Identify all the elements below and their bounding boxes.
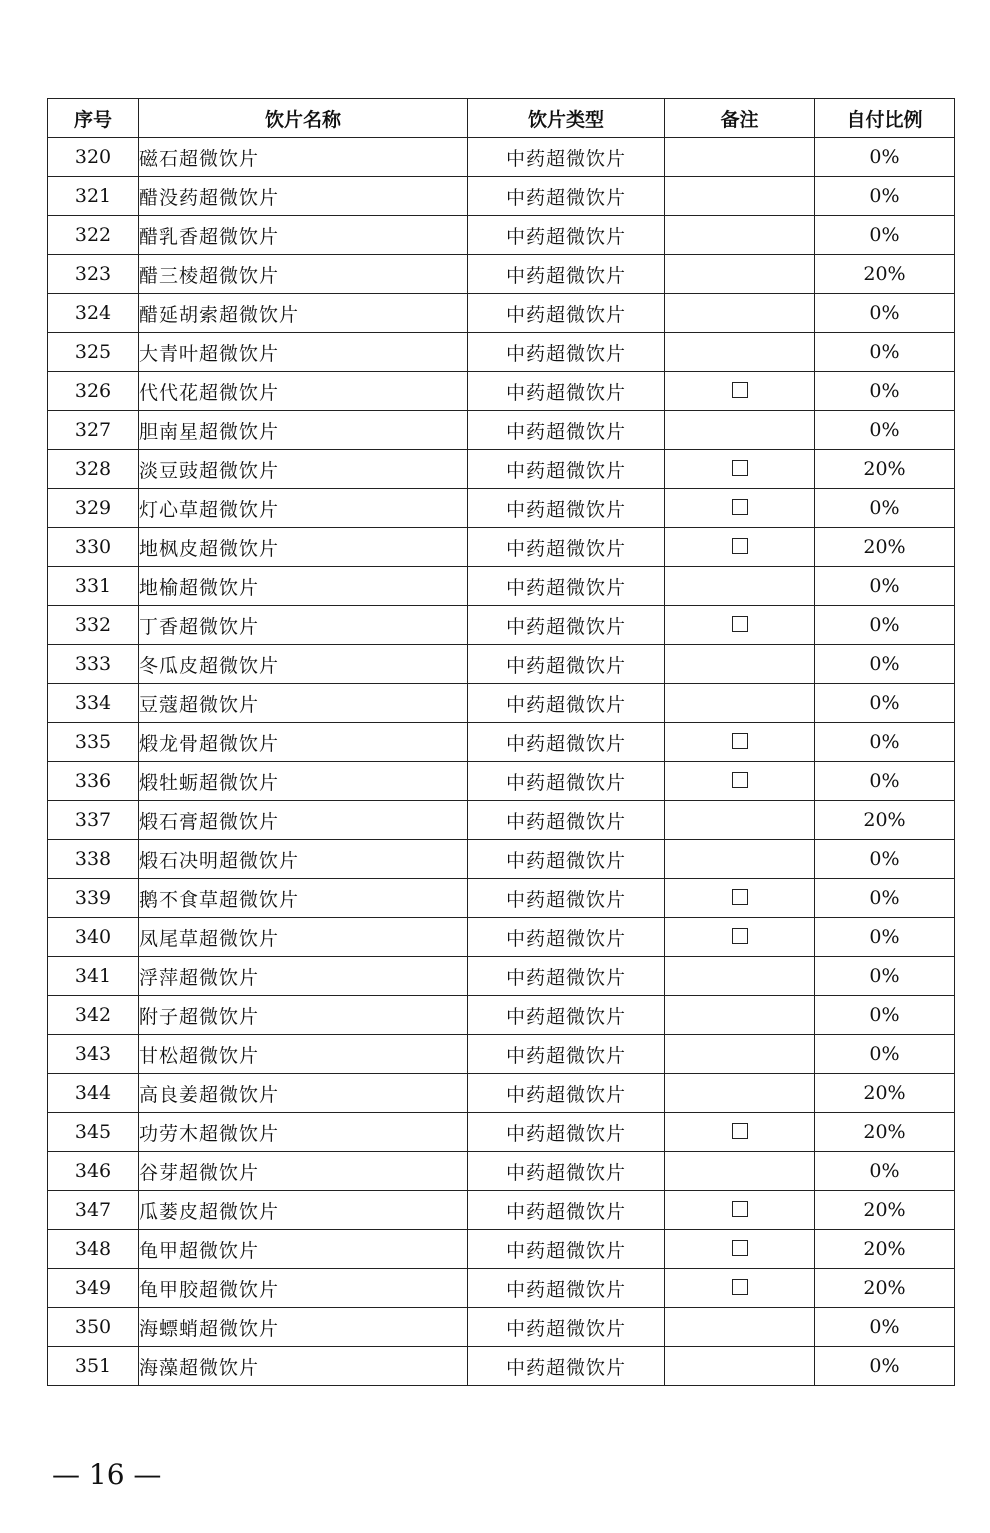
table-row	[48, 996, 955, 1035]
row-index: 324	[48, 294, 139, 333]
row-ratio: 0%	[815, 918, 955, 957]
row-index: 338	[48, 840, 139, 879]
row-ratio: 0%	[815, 606, 955, 645]
table-row	[48, 1308, 955, 1347]
note-box-icon	[732, 616, 748, 632]
row-name: 冬瓜皮超微饮片	[139, 645, 468, 684]
row-type: 中药超微饮片	[468, 177, 665, 216]
row-note	[665, 1269, 815, 1308]
row-type: 中药超微饮片	[468, 138, 665, 177]
table-row	[48, 1074, 955, 1113]
row-index: 321	[48, 177, 139, 216]
row-index: 347	[48, 1191, 139, 1230]
row-ratio: 0%	[815, 411, 955, 450]
note-box-icon	[732, 928, 748, 944]
row-note	[665, 138, 815, 177]
table-row	[48, 1269, 955, 1308]
table-row	[48, 1191, 955, 1230]
row-ratio: 0%	[815, 567, 955, 606]
table-row	[48, 1035, 955, 1074]
row-name: 胆南星超微饮片	[139, 411, 468, 450]
note-box-icon	[732, 1123, 748, 1139]
row-note	[665, 801, 815, 840]
row-type: 中药超微饮片	[468, 1230, 665, 1269]
table-row	[48, 216, 955, 255]
row-name: 豆蔻超微饮片	[139, 684, 468, 723]
row-type: 中药超微饮片	[468, 723, 665, 762]
table-row	[48, 684, 955, 723]
row-type: 中药超微饮片	[468, 216, 665, 255]
row-type: 中药超微饮片	[468, 645, 665, 684]
row-type: 中药超微饮片	[468, 918, 665, 957]
row-type: 中药超微饮片	[468, 1308, 665, 1347]
row-type: 中药超微饮片	[468, 957, 665, 996]
note-box-icon	[732, 1240, 748, 1256]
row-type: 中药超微饮片	[468, 333, 665, 372]
row-type: 中药超微饮片	[468, 450, 665, 489]
row-type: 中药超微饮片	[468, 294, 665, 333]
row-type: 中药超微饮片	[468, 762, 665, 801]
row-index: 329	[48, 489, 139, 528]
row-index: 346	[48, 1152, 139, 1191]
row-ratio: 0%	[815, 879, 955, 918]
table-row	[48, 1113, 955, 1152]
row-note	[665, 372, 815, 411]
row-note	[665, 1035, 815, 1074]
row-ratio: 20%	[815, 528, 955, 567]
row-note	[665, 762, 815, 801]
row-note	[665, 450, 815, 489]
row-name: 代代花超微饮片	[139, 372, 468, 411]
row-ratio: 0%	[815, 1308, 955, 1347]
row-index: 337	[48, 801, 139, 840]
note-box-icon	[732, 499, 748, 515]
row-note	[665, 1347, 815, 1386]
header-type: 饮片类型	[468, 99, 665, 138]
row-name: 煅石膏超微饮片	[139, 801, 468, 840]
note-box-icon	[732, 733, 748, 749]
row-note	[665, 294, 815, 333]
row-ratio: 0%	[815, 957, 955, 996]
row-name: 大青叶超微饮片	[139, 333, 468, 372]
row-name: 龟甲超微饮片	[139, 1230, 468, 1269]
row-note	[665, 567, 815, 606]
row-index: 342	[48, 996, 139, 1035]
row-note	[665, 177, 815, 216]
row-name: 浮萍超微饮片	[139, 957, 468, 996]
row-note	[665, 216, 815, 255]
row-index: 320	[48, 138, 139, 177]
row-ratio: 0%	[815, 840, 955, 879]
table-row	[48, 762, 955, 801]
row-index: 322	[48, 216, 139, 255]
row-index: 333	[48, 645, 139, 684]
table-row	[48, 645, 955, 684]
row-ratio: 0%	[815, 762, 955, 801]
row-index: 323	[48, 255, 139, 294]
row-index: 330	[48, 528, 139, 567]
row-ratio: 0%	[815, 294, 955, 333]
row-ratio: 20%	[815, 1191, 955, 1230]
table-row	[48, 489, 955, 528]
row-type: 中药超微饮片	[468, 1113, 665, 1152]
row-ratio: 0%	[815, 1035, 955, 1074]
row-index: 344	[48, 1074, 139, 1113]
row-index: 334	[48, 684, 139, 723]
row-ratio: 20%	[815, 801, 955, 840]
row-ratio: 0%	[815, 723, 955, 762]
row-type: 中药超微饮片	[468, 1074, 665, 1113]
row-type: 中药超微饮片	[468, 372, 665, 411]
row-ratio: 20%	[815, 450, 955, 489]
row-note	[665, 1230, 815, 1269]
table-row	[48, 879, 955, 918]
row-ratio: 0%	[815, 1152, 955, 1191]
row-name: 龟甲胶超微饮片	[139, 1269, 468, 1308]
table-body	[48, 138, 955, 1386]
row-note	[665, 879, 815, 918]
header-ratio: 自付比例	[815, 99, 955, 138]
row-name: 煅牡蛎超微饮片	[139, 762, 468, 801]
note-box-icon	[732, 772, 748, 788]
row-note	[665, 489, 815, 528]
row-ratio: 0%	[815, 177, 955, 216]
row-ratio: 0%	[815, 645, 955, 684]
table-row	[48, 1230, 955, 1269]
row-ratio: 20%	[815, 1230, 955, 1269]
row-name: 淡豆豉超微饮片	[139, 450, 468, 489]
table-row	[48, 450, 955, 489]
row-note	[665, 996, 815, 1035]
row-name: 海藻超微饮片	[139, 1347, 468, 1386]
row-note	[665, 723, 815, 762]
row-name: 煅石决明超微饮片	[139, 840, 468, 879]
table-row	[48, 528, 955, 567]
note-box-icon	[732, 460, 748, 476]
row-type: 中药超微饮片	[468, 801, 665, 840]
row-type: 中药超微饮片	[468, 528, 665, 567]
row-index: 341	[48, 957, 139, 996]
header-index: 序号	[48, 99, 139, 138]
row-note	[665, 1074, 815, 1113]
row-note	[665, 1308, 815, 1347]
table-row	[48, 138, 955, 177]
row-note	[665, 957, 815, 996]
row-name: 谷芽超微饮片	[139, 1152, 468, 1191]
row-ratio: 0%	[815, 372, 955, 411]
row-name: 醋三棱超微饮片	[139, 255, 468, 294]
row-note	[665, 1113, 815, 1152]
note-box-icon	[732, 1279, 748, 1295]
row-type: 中药超微饮片	[468, 840, 665, 879]
row-ratio: 20%	[815, 255, 955, 294]
row-index: 340	[48, 918, 139, 957]
row-ratio: 0%	[815, 684, 955, 723]
row-name: 煅龙骨超微饮片	[139, 723, 468, 762]
row-name: 灯心草超微饮片	[139, 489, 468, 528]
row-index: 343	[48, 1035, 139, 1074]
row-ratio: 0%	[815, 1347, 955, 1386]
row-index: 350	[48, 1308, 139, 1347]
table-row	[48, 723, 955, 762]
row-name: 高良姜超微饮片	[139, 1074, 468, 1113]
note-box-icon	[732, 382, 748, 398]
table-row	[48, 918, 955, 957]
row-type: 中药超微饮片	[468, 1035, 665, 1074]
row-ratio: 0%	[815, 333, 955, 372]
row-note	[665, 528, 815, 567]
table-row	[48, 1347, 955, 1386]
row-name: 海螵蛸超微饮片	[139, 1308, 468, 1347]
row-type: 中药超微饮片	[468, 567, 665, 606]
row-type: 中药超微饮片	[468, 1269, 665, 1308]
row-ratio: 0%	[815, 996, 955, 1035]
table-row	[48, 1152, 955, 1191]
row-type: 中药超微饮片	[468, 411, 665, 450]
drug-table	[47, 98, 955, 1386]
row-name: 地榆超微饮片	[139, 567, 468, 606]
table-row	[48, 957, 955, 996]
table-row	[48, 801, 955, 840]
row-index: 326	[48, 372, 139, 411]
table-row	[48, 372, 955, 411]
row-ratio: 20%	[815, 1074, 955, 1113]
row-index: 332	[48, 606, 139, 645]
header-name: 饮片名称	[139, 99, 468, 138]
row-name: 醋没药超微饮片	[139, 177, 468, 216]
row-name: 丁香超微饮片	[139, 606, 468, 645]
header-note: 备注	[665, 99, 815, 138]
row-name: 凤尾草超微饮片	[139, 918, 468, 957]
row-index: 351	[48, 1347, 139, 1386]
row-note	[665, 684, 815, 723]
table-row	[48, 177, 955, 216]
table-row	[48, 294, 955, 333]
row-name: 醋延胡索超微饮片	[139, 294, 468, 333]
row-name: 磁石超微饮片	[139, 138, 468, 177]
row-note	[665, 1191, 815, 1230]
table-row	[48, 840, 955, 879]
table-header-row	[48, 99, 955, 138]
table-row	[48, 606, 955, 645]
row-name: 地枫皮超微饮片	[139, 528, 468, 567]
row-type: 中药超微饮片	[468, 1191, 665, 1230]
row-index: 327	[48, 411, 139, 450]
row-name: 瓜蒌皮超微饮片	[139, 1191, 468, 1230]
row-index: 335	[48, 723, 139, 762]
row-index: 348	[48, 1230, 139, 1269]
row-ratio: 0%	[815, 138, 955, 177]
row-index: 349	[48, 1269, 139, 1308]
row-index: 325	[48, 333, 139, 372]
table-row	[48, 333, 955, 372]
page-number: — 16 —	[52, 1458, 162, 1491]
row-ratio: 20%	[815, 1269, 955, 1308]
table-row	[48, 567, 955, 606]
row-name: 醋乳香超微饮片	[139, 216, 468, 255]
row-note	[665, 606, 815, 645]
row-index: 328	[48, 450, 139, 489]
row-name: 功劳木超微饮片	[139, 1113, 468, 1152]
row-index: 336	[48, 762, 139, 801]
note-box-icon	[732, 538, 748, 554]
row-note	[665, 1152, 815, 1191]
row-name: 甘松超微饮片	[139, 1035, 468, 1074]
row-index: 331	[48, 567, 139, 606]
row-note	[665, 645, 815, 684]
row-note	[665, 411, 815, 450]
row-note	[665, 840, 815, 879]
row-type: 中药超微饮片	[468, 1152, 665, 1191]
row-type: 中药超微饮片	[468, 879, 665, 918]
row-index: 339	[48, 879, 139, 918]
row-type: 中药超微饮片	[468, 489, 665, 528]
row-type: 中药超微饮片	[468, 255, 665, 294]
note-box-icon	[732, 889, 748, 905]
row-note	[665, 255, 815, 294]
note-box-icon	[732, 1201, 748, 1217]
row-note	[665, 333, 815, 372]
row-name: 鹅不食草超微饮片	[139, 879, 468, 918]
row-index: 345	[48, 1113, 139, 1152]
row-type: 中药超微饮片	[468, 1347, 665, 1386]
row-type: 中药超微饮片	[468, 606, 665, 645]
table-row	[48, 255, 955, 294]
table-row	[48, 411, 955, 450]
row-name: 附子超微饮片	[139, 996, 468, 1035]
row-ratio: 20%	[815, 1113, 955, 1152]
row-ratio: 0%	[815, 489, 955, 528]
row-type: 中药超微饮片	[468, 684, 665, 723]
row-note	[665, 918, 815, 957]
row-ratio: 0%	[815, 216, 955, 255]
row-type: 中药超微饮片	[468, 996, 665, 1035]
